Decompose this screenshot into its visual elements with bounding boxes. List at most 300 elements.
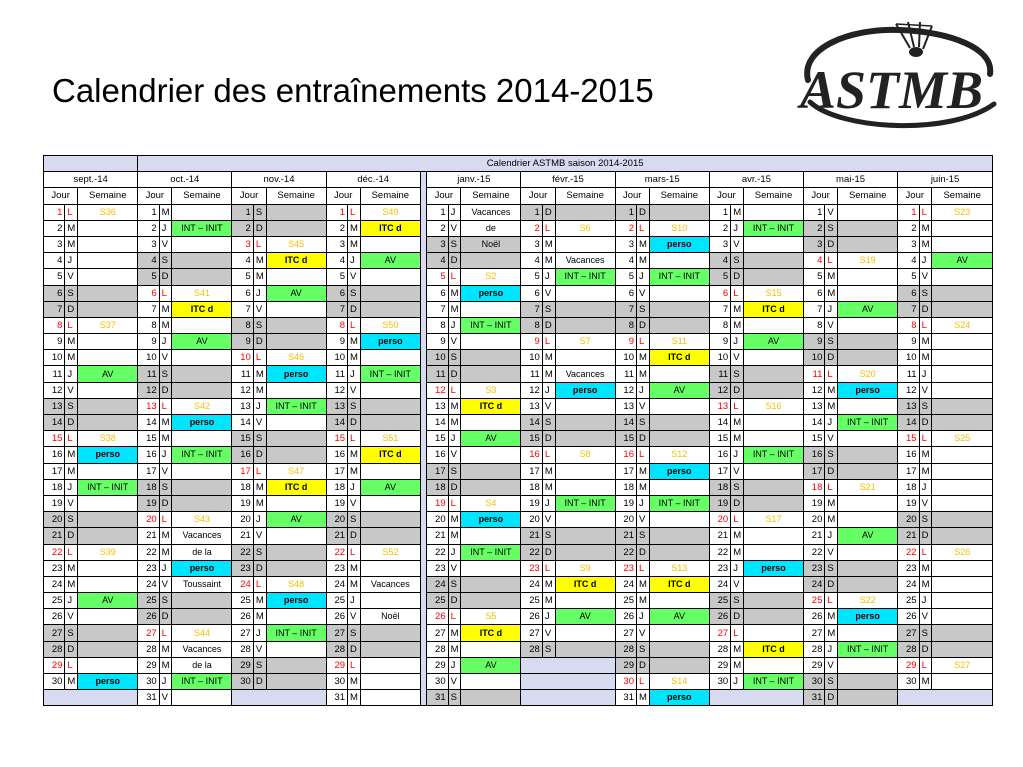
session-cell	[932, 512, 993, 528]
empty-day-cell	[898, 690, 993, 706]
session-cell: S27	[932, 657, 993, 673]
session-cell	[172, 479, 232, 495]
weekday-letter: V	[65, 382, 78, 398]
weekday-letter: D	[348, 301, 361, 317]
session-cell	[838, 334, 898, 350]
session-cell	[744, 431, 804, 447]
session-cell	[461, 415, 521, 431]
weekday-letter: M	[348, 576, 361, 592]
day-number: 17	[427, 463, 448, 479]
weekday-letter: M	[637, 479, 650, 495]
day-number: 2	[898, 220, 919, 236]
session-cell	[461, 560, 521, 576]
weekday-letter: D	[919, 301, 932, 317]
day-number: 23	[138, 560, 159, 576]
session-cell	[266, 317, 326, 333]
session-cell: perso	[78, 447, 138, 463]
weekday-letter: M	[348, 236, 361, 252]
session-cell	[555, 479, 615, 495]
weekday-letter: D	[65, 528, 78, 544]
day-number: 11	[427, 366, 448, 382]
session-cell	[838, 204, 898, 220]
weekday-letter: M	[348, 334, 361, 350]
session-cell	[461, 334, 521, 350]
weekday-letter: L	[637, 220, 650, 236]
day-number: 27	[44, 625, 65, 641]
weekday-letter: L	[919, 544, 932, 560]
day-number: 15	[427, 431, 448, 447]
session-cell	[744, 269, 804, 285]
session-cell	[360, 674, 420, 690]
day-number: 10	[232, 350, 253, 366]
day-number: 9	[326, 334, 347, 350]
session-cell	[461, 253, 521, 269]
day-number: 11	[803, 366, 824, 382]
day-number: 17	[232, 463, 253, 479]
session-cell	[838, 447, 898, 463]
weekday-letter: S	[348, 398, 361, 414]
calendar-row	[44, 528, 993, 544]
weekday-letter: V	[159, 463, 172, 479]
weekday-letter: M	[542, 253, 555, 269]
weekday-letter: J	[65, 366, 78, 382]
day-number: 29	[232, 657, 253, 673]
day-number: 8	[898, 317, 919, 333]
session-cell	[461, 366, 521, 382]
session-cell	[744, 593, 804, 609]
day-number: 2	[44, 220, 65, 236]
weekday-letter: J	[448, 431, 461, 447]
day-number: 1	[521, 204, 542, 220]
weekday-letter: S	[825, 334, 838, 350]
session-cell: AV	[172, 334, 232, 350]
session-cell	[838, 560, 898, 576]
session-cell: S45	[266, 236, 326, 252]
session-cell	[78, 512, 138, 528]
day-number: 29	[803, 657, 824, 673]
calendar-row	[44, 317, 993, 333]
day-number: 9	[803, 334, 824, 350]
weekday-letter: D	[825, 350, 838, 366]
day-number: 24	[521, 576, 542, 592]
day-number: 28	[44, 641, 65, 657]
day-number: 19	[326, 495, 347, 511]
weekday-letter: L	[542, 560, 555, 576]
session-cell: INT – INIT	[555, 495, 615, 511]
weekday-letter: M	[159, 317, 172, 333]
day-number: 8	[803, 317, 824, 333]
session-cell	[78, 560, 138, 576]
session-cell	[555, 398, 615, 414]
session-cell: INT – INIT	[744, 674, 804, 690]
day-number: 9	[521, 334, 542, 350]
day-number: 10	[615, 350, 636, 366]
session-cell	[932, 415, 993, 431]
day-number: 21	[44, 528, 65, 544]
weekday-letter: V	[542, 285, 555, 301]
day-number: 5	[232, 269, 253, 285]
session-cell: INT – INIT	[838, 641, 898, 657]
weekday-letter: M	[637, 463, 650, 479]
day-number: 28	[709, 641, 730, 657]
weekday-letter: L	[348, 204, 361, 220]
slide-title: Calendrier des entraînements 2014-2015	[52, 72, 654, 109]
session-cell	[744, 479, 804, 495]
empty-day-cell	[44, 690, 138, 706]
weekday-letter: S	[253, 204, 266, 220]
session-cell	[649, 366, 709, 382]
calendar-row	[44, 285, 993, 301]
day-number: 12	[615, 382, 636, 398]
weekday-letter: V	[253, 641, 266, 657]
session-cell	[172, 204, 232, 220]
day-number: 4	[615, 253, 636, 269]
day-number: 15	[232, 431, 253, 447]
session-cell: S52	[360, 544, 420, 560]
weekday-letter: M	[919, 447, 932, 463]
weekday-letter: V	[159, 690, 172, 706]
day-column-label: Jour	[232, 188, 266, 204]
weekday-letter: J	[65, 593, 78, 609]
session-cell	[744, 350, 804, 366]
session-cell	[932, 625, 993, 641]
weekday-letter: D	[919, 415, 932, 431]
session-cell	[555, 544, 615, 560]
weekday-letter: S	[542, 641, 555, 657]
session-cell: S36	[78, 204, 138, 220]
svg-text:ASTMB: ASTMB	[800, 60, 984, 120]
day-number: 3	[326, 236, 347, 252]
weekday-letter: L	[919, 431, 932, 447]
weekday-letter: J	[919, 253, 932, 269]
session-cell	[78, 415, 138, 431]
session-cell	[266, 544, 326, 560]
weekday-letter: D	[637, 317, 650, 333]
session-cell: perso	[266, 366, 326, 382]
session-cell	[932, 398, 993, 414]
weekday-letter: V	[65, 269, 78, 285]
weekday-letter: D	[637, 657, 650, 673]
session-cell	[172, 253, 232, 269]
day-number: 3	[803, 236, 824, 252]
session-cell	[555, 285, 615, 301]
day-number: 7	[709, 301, 730, 317]
weekday-letter: D	[919, 641, 932, 657]
day-number: 11	[521, 366, 542, 382]
calendar-row	[44, 447, 993, 463]
weekday-letter: M	[448, 285, 461, 301]
day-number: 31	[427, 690, 448, 706]
day-number: 20	[427, 512, 448, 528]
weekday-letter: L	[825, 253, 838, 269]
day-number: 25	[44, 593, 65, 609]
session-cell: INT – INIT	[838, 415, 898, 431]
day-number: 4	[521, 253, 542, 269]
day-number: 30	[615, 674, 636, 690]
weekday-letter: S	[65, 285, 78, 301]
weekday-letter: V	[348, 609, 361, 625]
week-column-label: Semaine	[172, 188, 232, 204]
session-cell: AV	[838, 528, 898, 544]
day-number: 6	[521, 285, 542, 301]
day-number: 20	[138, 512, 159, 528]
day-number: 18	[709, 479, 730, 495]
weekday-letter: M	[65, 447, 78, 463]
day-number: 14	[709, 415, 730, 431]
day-number: 1	[898, 204, 919, 220]
day-number: 19	[898, 495, 919, 511]
weekday-letter: S	[159, 593, 172, 609]
day-number: 22	[898, 544, 919, 560]
day-number: 8	[709, 317, 730, 333]
session-cell: ITC d	[744, 301, 804, 317]
week-column-label: Semaine	[555, 188, 615, 204]
session-cell	[172, 350, 232, 366]
session-cell	[932, 609, 993, 625]
day-number: 6	[615, 285, 636, 301]
day-number: 20	[521, 512, 542, 528]
weekday-letter: J	[637, 495, 650, 511]
session-cell	[649, 301, 709, 317]
weekday-letter: V	[542, 625, 555, 641]
session-cell	[78, 334, 138, 350]
session-cell	[744, 576, 804, 592]
weekday-letter: J	[731, 674, 744, 690]
day-number: 30	[709, 674, 730, 690]
empty-day-cell	[232, 690, 326, 706]
session-cell	[172, 236, 232, 252]
weekday-letter: D	[159, 269, 172, 285]
session-cell	[360, 495, 420, 511]
day-number: 13	[44, 398, 65, 414]
weekday-letter: M	[637, 593, 650, 609]
weekday-letter: S	[731, 253, 744, 269]
calendar-row	[44, 674, 993, 690]
session-cell	[78, 220, 138, 236]
day-number: 19	[615, 495, 636, 511]
day-number: 7	[427, 301, 448, 317]
session-cell: S41	[172, 285, 232, 301]
day-number: 8	[232, 317, 253, 333]
session-cell: perso	[744, 560, 804, 576]
weekday-letter: M	[825, 609, 838, 625]
session-cell: AV	[266, 285, 326, 301]
weekday-letter: L	[65, 431, 78, 447]
weekday-letter: M	[348, 560, 361, 576]
day-number: 4	[232, 253, 253, 269]
session-cell	[744, 204, 804, 220]
session-cell: perso	[649, 463, 709, 479]
day-number: 24	[326, 576, 347, 592]
day-number: 9	[138, 334, 159, 350]
session-cell	[172, 366, 232, 382]
day-number: 27	[232, 625, 253, 641]
day-number: 7	[521, 301, 542, 317]
day-number: 5	[898, 269, 919, 285]
day-number: 15	[521, 431, 542, 447]
session-cell	[266, 674, 326, 690]
session-cell	[744, 657, 804, 673]
day-number: 2	[326, 220, 347, 236]
session-cell: S44	[172, 625, 232, 641]
weekday-letter: M	[542, 366, 555, 382]
weekday-letter: S	[348, 625, 361, 641]
day-number: 18	[232, 479, 253, 495]
day-number: 10	[44, 350, 65, 366]
day-number: 18	[427, 479, 448, 495]
day-number: 30	[44, 674, 65, 690]
weekday-letter: J	[253, 398, 266, 414]
session-cell	[360, 463, 420, 479]
day-number: 9	[709, 334, 730, 350]
day-number: 4	[427, 253, 448, 269]
day-column-label: Jour	[326, 188, 360, 204]
day-number: 30	[803, 674, 824, 690]
day-column-label: Jour	[615, 188, 649, 204]
session-cell: Vacances	[555, 366, 615, 382]
weekday-letter: J	[919, 479, 932, 495]
day-column-label: Jour	[898, 188, 932, 204]
weekday-letter: M	[637, 690, 650, 706]
session-cell	[744, 366, 804, 382]
day-number: 18	[803, 479, 824, 495]
weekday-letter: J	[919, 593, 932, 609]
astmb-logo	[780, 18, 1008, 146]
session-cell	[838, 285, 898, 301]
calendar-row	[44, 690, 993, 706]
weekday-letter: D	[637, 544, 650, 560]
day-number: 3	[232, 236, 253, 252]
session-cell	[78, 528, 138, 544]
session-cell	[838, 220, 898, 236]
day-number: 6	[898, 285, 919, 301]
week-column-label: Semaine	[649, 188, 709, 204]
weekday-letter: J	[65, 253, 78, 269]
day-number: 4	[898, 253, 919, 269]
day-number: 14	[615, 415, 636, 431]
day-number: 25	[427, 593, 448, 609]
day-number: 11	[326, 366, 347, 382]
session-cell: AV	[461, 431, 521, 447]
weekday-letter: S	[448, 236, 461, 252]
weekday-letter: M	[825, 285, 838, 301]
session-cell: S17	[744, 512, 804, 528]
day-number: 4	[326, 253, 347, 269]
day-number: 6	[232, 285, 253, 301]
day-number: 5	[427, 269, 448, 285]
session-cell	[78, 657, 138, 673]
calendar-row	[44, 512, 993, 528]
weekday-letter: V	[731, 236, 744, 252]
day-number: 25	[803, 593, 824, 609]
weekday-letter: M	[65, 220, 78, 236]
day-number: 6	[803, 285, 824, 301]
session-cell	[555, 204, 615, 220]
weekday-letter: V	[825, 204, 838, 220]
day-number: 3	[521, 236, 542, 252]
day-number: 10	[709, 350, 730, 366]
day-number: 28	[803, 641, 824, 657]
weekday-letter: V	[348, 495, 361, 511]
session-cell: S19	[838, 253, 898, 269]
weekday-letter: J	[348, 366, 361, 382]
session-cell: AV	[744, 334, 804, 350]
weekday-letter: J	[159, 447, 172, 463]
weekday-letter: D	[253, 334, 266, 350]
weekday-letter: M	[542, 350, 555, 366]
weekday-letter: V	[159, 236, 172, 252]
day-number: 22	[326, 544, 347, 560]
weekday-letter: V	[825, 544, 838, 560]
weekday-letter: D	[448, 479, 461, 495]
day-number: 12	[803, 382, 824, 398]
session-cell: perso	[461, 285, 521, 301]
weekday-letter: L	[65, 657, 78, 673]
session-cell	[838, 317, 898, 333]
day-number: 17	[326, 463, 347, 479]
weekday-letter: J	[825, 641, 838, 657]
month-name: avr.-15	[709, 172, 803, 188]
weekday-letter: L	[637, 674, 650, 690]
day-number: 12	[521, 382, 542, 398]
day-number: 31	[138, 690, 159, 706]
session-cell	[172, 269, 232, 285]
empty-day-cell	[521, 657, 615, 673]
session-cell: S47	[266, 463, 326, 479]
session-cell: INT – INIT	[172, 220, 232, 236]
weekday-letter: L	[159, 285, 172, 301]
weekday-letter: S	[348, 512, 361, 528]
day-number: 24	[44, 576, 65, 592]
weekday-letter: J	[637, 382, 650, 398]
session-cell	[932, 447, 993, 463]
session-cell: S5	[461, 609, 521, 625]
weekday-letter: M	[731, 641, 744, 657]
day-number: 2	[615, 220, 636, 236]
day-number: 13	[709, 398, 730, 414]
session-cell: AV	[649, 382, 709, 398]
day-number: 26	[615, 609, 636, 625]
session-cell	[744, 609, 804, 625]
week-column-label: Semaine	[461, 188, 521, 204]
day-number: 22	[709, 544, 730, 560]
session-cell: INT – INIT	[555, 269, 615, 285]
month-name: sept.-14	[44, 172, 138, 188]
weekday-letter: V	[65, 495, 78, 511]
day-number: 13	[898, 398, 919, 414]
day-number: 28	[427, 641, 448, 657]
weekday-letter: D	[542, 544, 555, 560]
day-number: 6	[709, 285, 730, 301]
session-cell: perso	[838, 382, 898, 398]
calendar-row	[44, 609, 993, 625]
session-cell	[172, 495, 232, 511]
calendar-table	[43, 155, 993, 706]
day-number: 11	[232, 366, 253, 382]
weekday-letter: L	[542, 334, 555, 350]
weekday-letter: V	[253, 528, 266, 544]
day-number: 27	[138, 625, 159, 641]
session-cell: S21	[838, 479, 898, 495]
calendar-row	[44, 269, 993, 285]
day-number: 16	[232, 447, 253, 463]
week-column-label: Semaine	[932, 188, 993, 204]
weekday-letter: L	[348, 657, 361, 673]
weekday-letter: D	[825, 236, 838, 252]
weekday-letter: J	[253, 625, 266, 641]
weekday-letter: J	[448, 204, 461, 220]
weekday-letter: J	[448, 657, 461, 673]
